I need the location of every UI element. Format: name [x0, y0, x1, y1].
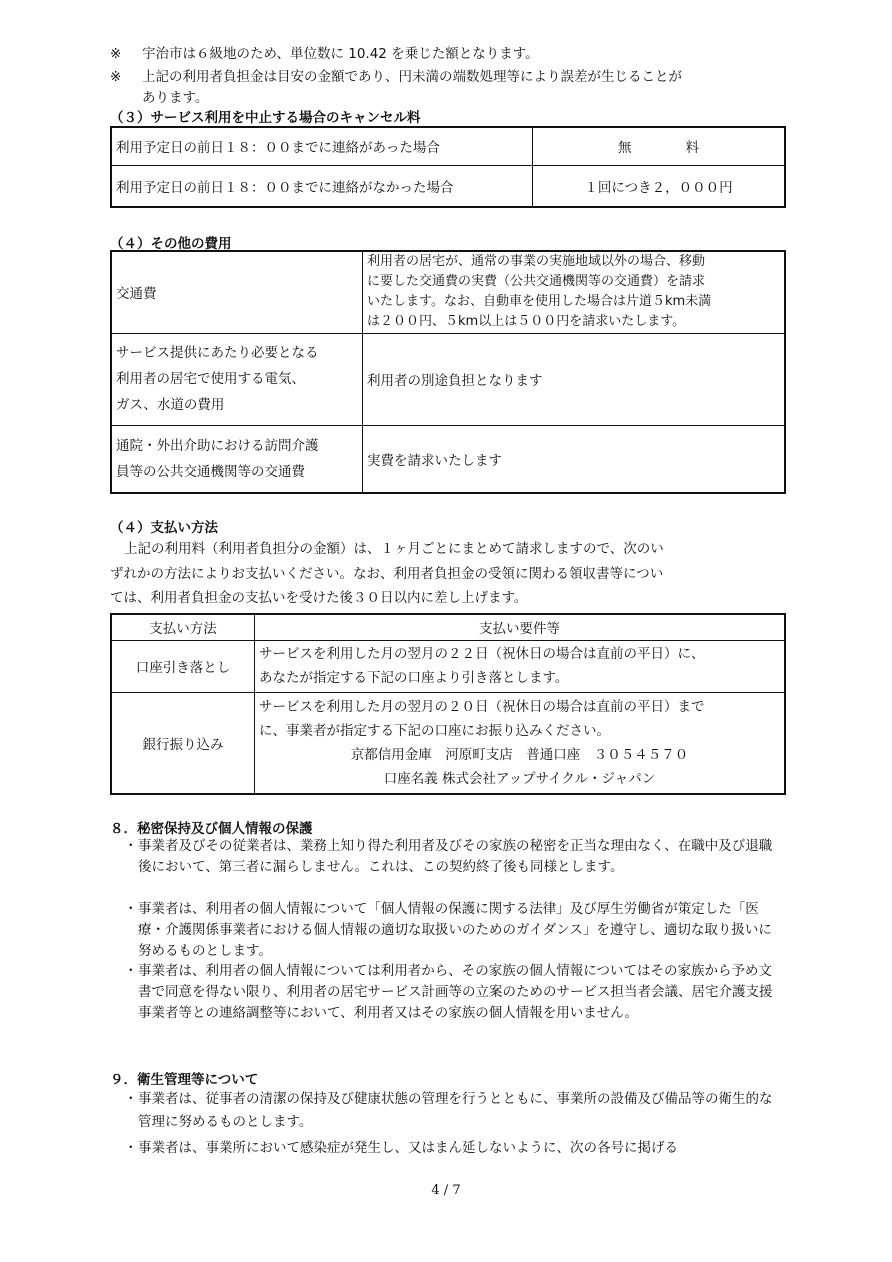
fee-desc-line: 利用者の居宅が、通常の事業の実施地域以外の場合、移動	[367, 254, 706, 270]
hygiene-bullet	[124, 1138, 784, 1159]
account-holder: 口座名義 株式会社アップサイクル・ジャパン	[383, 770, 656, 787]
fee-desc: 利用者の別途負担となります	[363, 333, 786, 425]
payment-req	[255, 640, 786, 692]
table-row	[111, 251, 785, 333]
payment-req-line: あなたが指定する下記の口座より引き落とします。	[259, 670, 569, 686]
payment-req	[255, 692, 786, 794]
bullet-text: 事業者は、利用者の個人情報については利用者から、その家族の個人情報についてはその家族から予め文書で同意を得ない限り、利用者の居宅サービス計画等の立案のためのサービス担当者会議、居宅介護支援事業者等との連絡調整等において、利用者又はその家族の個人情報を用いません。	[138, 963, 773, 1021]
table-row	[111, 165, 785, 207]
table-row	[111, 333, 785, 425]
bullet-text: 事業者は、利用者の個人情報について「個人情報の保護に関する法律」及び厚生労働省が策定した「医療・介護関係事業者における個人情報の適切な取扱いのためのガイダンス」を遵守し、適切な取り扱いに努めるものとします。	[138, 901, 772, 959]
payment-intro-line: ては、利用者負担金の支払いを受けた後３０日以内に差し上げます。	[110, 590, 528, 606]
cancel-heading: （３）サービス利用を中止する場合のキャンセル料	[110, 110, 421, 126]
payment-method: 銀行振り込み	[111, 692, 255, 794]
col-req-header: 支払い要件等	[255, 614, 786, 640]
note-mark: ※	[110, 69, 122, 85]
privacy-bullet	[124, 961, 784, 1024]
bullet-mark: ・	[124, 963, 138, 979]
bullet-text: 事業者は、事業所において感染症が発生し、又はまん延しないように、次の各号に掲げる	[138, 1140, 678, 1156]
table-row	[111, 127, 785, 165]
hygiene-bullet	[124, 1088, 784, 1134]
cancel-fee: １回につき２，０００円	[533, 165, 786, 207]
privacy-bullet	[124, 899, 784, 962]
fee-desc	[363, 251, 786, 333]
note-2	[110, 65, 682, 85]
fee-desc-line: いたします。なお、自動車を使用した場合は片道５km未満	[367, 294, 712, 310]
bullet-text: 事業者は、従事者の清潔の保持及び健康状態の管理を行うとともに、事業所の設備及び備品等の衛生的な管理に努めるものとします。	[138, 1091, 773, 1130]
payment-method: 口座引き落とし	[111, 640, 255, 692]
cancel-fee: 無 料	[533, 127, 786, 165]
bullet-text: 事業者及びその従業者は、業務上知り得た利用者及びその家族の秘密を正当な理由なく、在職中及び退職後において、第三者に漏らしません。これは、この契約終了後も同様とします。	[138, 838, 773, 875]
note-1	[110, 42, 539, 62]
bank-account: 京都信用金庫 河原町支店 普通口座 ３０５４５７０	[350, 746, 689, 763]
bullet-mark: ・	[124, 1091, 138, 1107]
table-row	[111, 692, 785, 794]
fee-item: 交通費	[111, 251, 363, 333]
payment-req-line: サービスを利用した月の翌月の２２日（祝休日の場合は直前の平日）に、	[259, 646, 705, 662]
payment-req-line: サービスを利用した月の翌月の２０日（祝休日の場合は直前の平日）まで	[259, 698, 705, 715]
fee-item-line: 利用者の居宅で使用する電気、	[116, 371, 305, 387]
fee-item-line: 通院・外出介助における訪問介護	[116, 437, 319, 454]
fee-item	[111, 425, 363, 493]
table-row	[111, 614, 785, 640]
note-2-cont: あります。	[142, 90, 209, 106]
fee-item-line: 員等の公共交通機関等の交通費	[116, 463, 305, 480]
fee-item-line: ガス、水道の費用	[116, 397, 225, 413]
fee-item	[111, 333, 363, 425]
other-fees-heading: （４）その他の費用	[110, 236, 232, 252]
bullet-mark: ・	[124, 901, 138, 917]
payment-heading: （４）支払い方法	[110, 520, 218, 536]
note-mark: ※	[110, 46, 122, 62]
col-method-header: 支払い方法	[111, 614, 255, 640]
payment-req-line: に、事業者が指定する下記の口座にお振り込みください。	[259, 722, 610, 739]
table-row	[111, 640, 785, 692]
payment-intro-line: 上記の利用料（利用者負担分の金額）は、１ヶ月ごとにまとめて請求しますので、次のい	[124, 541, 664, 557]
page-number: 4 / 7	[431, 1183, 461, 1198]
privacy-bullet	[124, 836, 784, 878]
payment-intro	[110, 537, 780, 611]
note-text: 上記の利用者負担金は目安の金額であり、円未満の端数処理等により誤差が生じることが	[142, 69, 682, 85]
payment-table	[110, 613, 786, 795]
fee-desc: 実費を請求いたします	[363, 425, 786, 493]
note-text: 宇治市は６級地のため、単位数に 10.42 を乗じた額となります。	[142, 46, 539, 62]
bullet-mark: ・	[124, 838, 138, 854]
cancel-condition: 利用予定日の前日１８：００までに連絡がなかった場合	[111, 165, 533, 207]
cancel-condition: 利用予定日の前日１８：００までに連絡があった場合	[111, 127, 533, 165]
privacy-heading: ８．秘密保持及び個人情報の保護	[110, 821, 313, 837]
fee-item-line: サービス提供にあたり必要となる	[116, 345, 319, 361]
cancel-table	[110, 126, 786, 208]
other-fees-table	[110, 250, 786, 494]
table-row	[111, 425, 785, 493]
fee-desc-line: に要した交通費の実費（公共交通機関等の交通費）を請求	[367, 274, 706, 290]
fee-desc-line: は２００円、５km以上は５００円を請求いたします。	[367, 314, 686, 330]
bullet-mark: ・	[124, 1140, 138, 1156]
hygiene-heading: ９．衛生管理等について	[110, 1072, 259, 1088]
payment-intro-line: ずれかの方法によりお支払いください。なお、利用者負担金の受領に関わる領収書等につい	[110, 565, 664, 582]
